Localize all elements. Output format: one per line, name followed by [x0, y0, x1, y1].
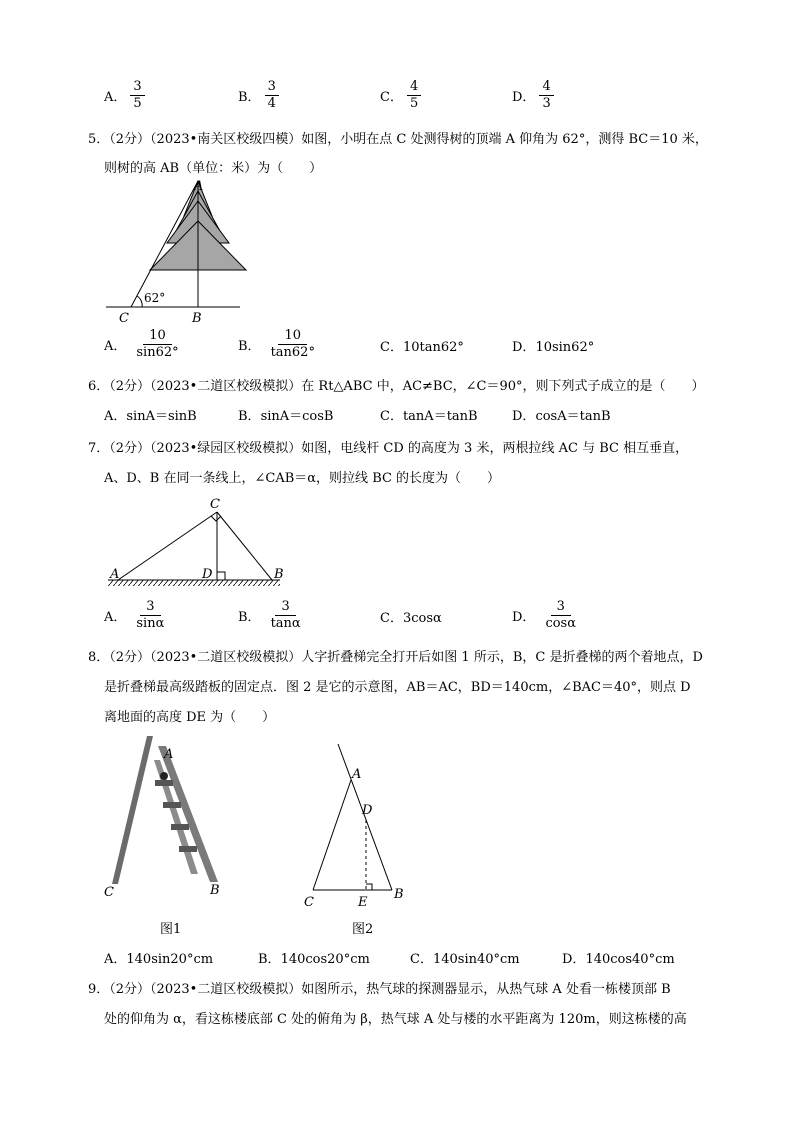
figure1-caption: 图1	[160, 922, 182, 937]
right-angle-c	[211, 516, 221, 521]
q8-ladder-figure	[100, 732, 230, 904]
q7-option-a: A． $\frac{3}{\sin\alpha}$	[104, 600, 170, 630]
label-a: A	[352, 767, 362, 782]
label-a: A	[194, 179, 204, 194]
q8-option-c: C．140sin40°cm	[410, 952, 520, 967]
label-c: C	[210, 497, 220, 512]
q5-stem-line2: 则树的高 AB（单位：米）为（ ）	[104, 161, 323, 176]
label-angle: 62°	[144, 291, 166, 305]
q8-option-a: A．140sin20°cm	[104, 952, 214, 967]
q7-stem-line1: 7．（2分）（2023•绿园区校级模拟）如图，电线杆 CD 的高度为 3 米，两根拉线 AC 与 BC 相互垂直，	[88, 441, 689, 456]
fraction: $\frac{3}{4}$	[265, 80, 279, 110]
q6-option-c: C．tanA＝tanB	[380, 409, 478, 424]
q4-option-a: A． $\frac{3}{5}$	[104, 80, 145, 110]
q5-tree-figure	[100, 176, 250, 326]
q6-option-d: D．cosA＝tanB	[512, 409, 611, 424]
q8-stem-line1: 8．（2分）（2023•二道区校级模拟）人字折叠梯完全打开后如图 1 所示，B，C 是折叠梯的两个着地点，D	[88, 650, 703, 665]
right-angle-e	[366, 884, 372, 890]
label-a: A	[164, 747, 174, 762]
q5-option-b: B． $\frac{10}{\tan 62^\circ}$	[238, 329, 321, 359]
label-d: D	[362, 803, 373, 818]
fraction: $\frac{3}{\sin\alpha}$	[136, 599, 165, 631]
q8-option-b: B．140cos20°cm	[258, 952, 370, 967]
label-b: B	[394, 887, 404, 902]
segment-ac	[313, 780, 351, 890]
fraction: $\frac{10}{\tan 62^\circ}$	[270, 328, 315, 360]
q9-stem-line1: 9．（2分）（2023•二道区校级模拟）如图所示，热气球的探测器显示，从热气球 A 处看一栋楼顶部 B	[88, 982, 671, 997]
q5-option-c: C．10tan62°	[380, 340, 464, 355]
segment-bc	[217, 512, 272, 580]
q7-option-c: C．3cosα	[380, 611, 442, 626]
q5-stem-line1: 5．（2分）（2023•南关区校级四模）如图，小明在点 C 处测得树的顶端 A 仰角为 62°，测得 BC＝10 米，	[88, 132, 708, 147]
label-b: B	[192, 311, 202, 326]
q7-option-d: D． $\frac{3}{\cos\alpha}$	[512, 600, 582, 630]
label-c: C	[104, 885, 114, 900]
q4-option-c: C． $\frac{4}{5}$	[380, 80, 421, 110]
label-b: B	[210, 883, 220, 898]
ladder-step	[155, 780, 173, 786]
fraction: $\frac{4}{5}$	[407, 80, 421, 110]
q8-schematic-figure	[300, 740, 410, 910]
q8-option-d: D．140cos40°cm	[562, 952, 675, 967]
label-d: D	[202, 567, 213, 582]
label-e: E	[358, 895, 368, 910]
q9-stem-line2: 处的仰角为 α，看这栋楼底部 C 处的俯角为 β，热气球 A 处与楼的水平距离为 120m，则这栋楼的高	[104, 1012, 687, 1027]
q6-option-b: B．sinA＝cosB	[238, 409, 334, 424]
ladder-step	[163, 802, 181, 808]
fraction: $\frac{3}{\tan\alpha}$	[270, 599, 301, 631]
figure2-caption: 图2	[352, 922, 374, 937]
right-angle-d	[217, 572, 225, 580]
q5-option-d: D．10sin62°	[512, 340, 595, 355]
label-c: C	[119, 311, 129, 326]
fraction: $\frac{10}{\sin 62^\circ}$	[136, 328, 179, 360]
q7-pole-figure	[100, 494, 300, 594]
q4-option-d: D． $\frac{4}{3}$	[512, 80, 554, 110]
q8-stem-line2: 是折叠梯最高级踏板的固定点．图 2 是它的示意图，AB＝AC，BD＝140cm，∠BAC＝40°，则点 D	[104, 680, 691, 695]
q6-option-a: A．sinA＝sinB	[104, 409, 197, 424]
ladder-left-rail	[112, 736, 153, 884]
label-a: A	[110, 567, 120, 582]
q4-option-b: B． $\frac{3}{4}$	[238, 80, 279, 110]
q8-stem-line3: 离地面的高度 DE 为（ ）	[104, 710, 276, 725]
fraction: $\frac{3}{\cos\alpha}$	[545, 599, 576, 631]
ladder-step	[171, 824, 189, 830]
angle-arc	[137, 296, 142, 307]
label-c: C	[304, 895, 314, 910]
q6-stem: 6．（2分）（2023•二道区校级模拟）在 Rt△ABC 中，AC≠BC，∠C＝90°，则下列式子成立的是（ ）	[88, 379, 705, 394]
q7-stem-line2: A、D、B 在同一条线上，∠CAB＝α，则拉线 BC 的长度为（ ）	[104, 471, 501, 486]
ladder-step	[179, 846, 197, 852]
ladder-hinge	[160, 772, 168, 780]
fraction: $\frac{4}{3}$	[539, 80, 553, 110]
fraction: $\frac{3}{5}$	[130, 80, 144, 110]
label-b: B	[274, 567, 284, 582]
ground-hatch	[108, 580, 280, 586]
q5-option-a: A． $\frac{10}{\sin 62^\circ}$	[104, 329, 185, 359]
q7-option-b: B． $\frac{3}{\tan\alpha}$	[238, 600, 307, 630]
